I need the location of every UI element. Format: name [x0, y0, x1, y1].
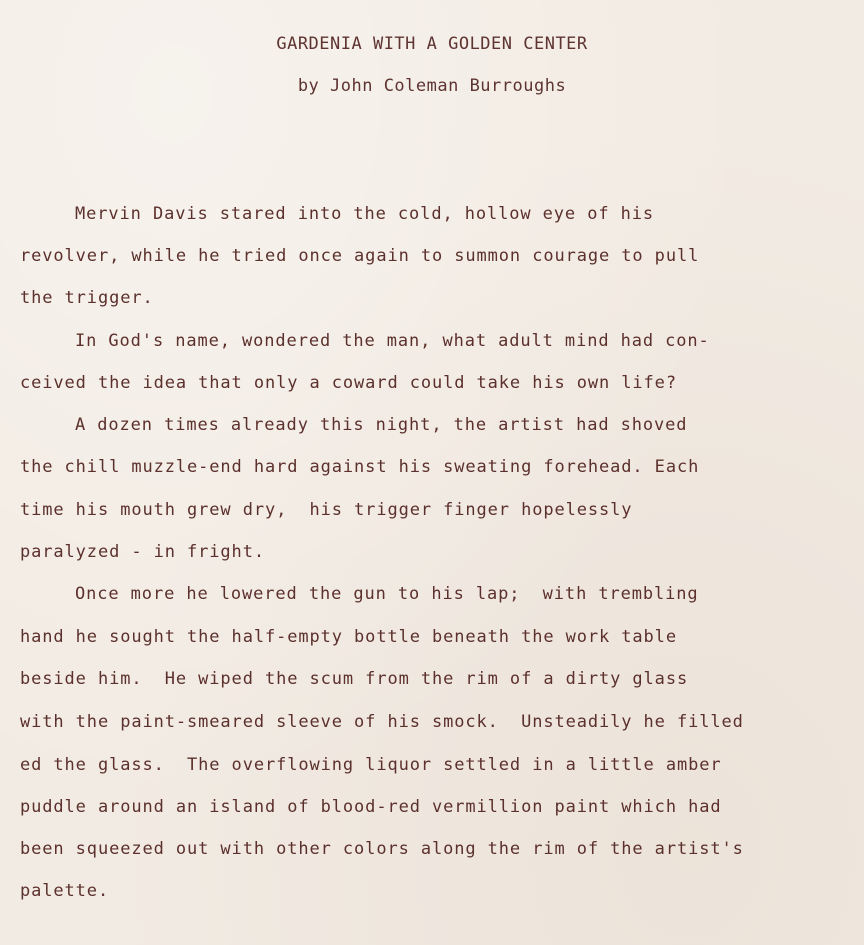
text-line: Mervin Davis stared into the cold, hollow eye of his	[75, 204, 655, 224]
text-line: the trigger.	[20, 288, 154, 308]
text-line: the chill muzzle-end hard against his sweating forehead. Each	[20, 457, 700, 477]
story-title: GARDENIA WITH A GOLDEN CENTER	[276, 34, 588, 54]
text-line: In God's name, wondered the man, what adult mind had con-	[75, 331, 710, 351]
text-line: with the paint-smeared sleeve of his smock. Unsteadily he filled	[20, 712, 744, 732]
text-line: hand he sought the half-empty bottle beneath the work table	[20, 627, 677, 647]
text-line: puddle around an island of blood-red vermillion paint which had	[20, 797, 722, 817]
text-line: ed the glass. The overflowing liquor settled in a little amber	[20, 755, 722, 775]
text-line: revolver, while he tried once again to summon courage to pull	[20, 246, 700, 266]
text-line: ceived the idea that only a coward could take his own life?	[20, 373, 677, 393]
text-line: A dozen times already this night, the artist had shoved	[75, 415, 688, 435]
text-line: palette.	[20, 881, 110, 901]
text-line: time his mouth grew dry, his trigger finger hopelessly	[20, 500, 633, 520]
text-line: Once more he lowered the gun to his lap; with trembling	[75, 584, 699, 604]
text-line: beside him. He wiped the scum from the rim of a dirty glass	[20, 669, 689, 689]
story-byline: by John Coleman Burroughs	[297, 76, 567, 96]
text-line: been squeezed out with other colors along the rim of the artist's	[20, 839, 744, 859]
text-line: paralyzed - in fright.	[20, 542, 265, 562]
